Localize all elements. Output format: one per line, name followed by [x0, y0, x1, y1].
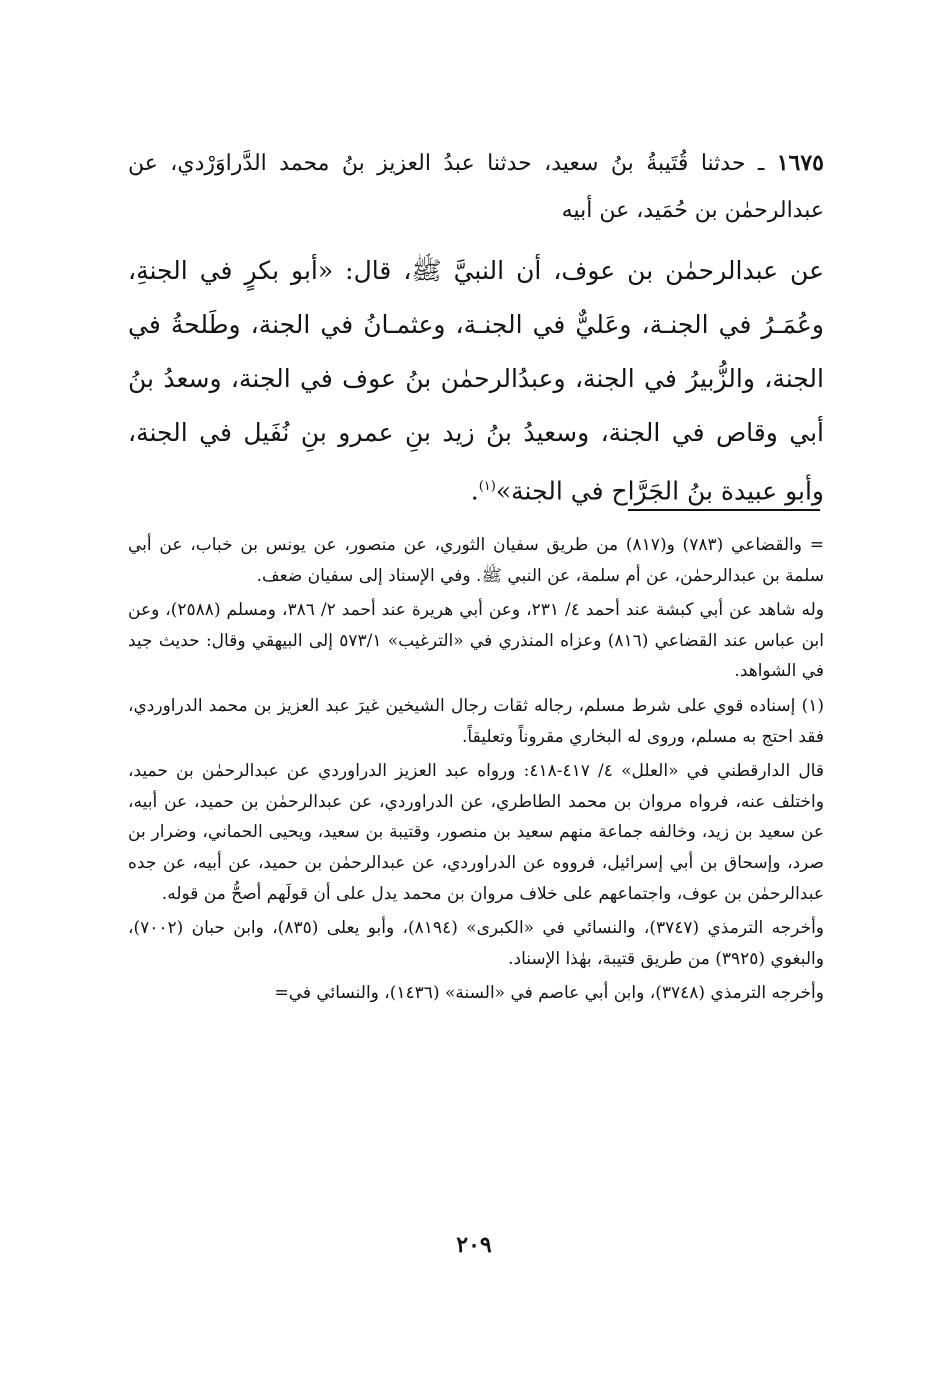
- continuation-mark: =: [809, 535, 824, 555]
- matn-end: .: [470, 476, 479, 506]
- hadith-matn: [128, 244, 824, 518]
- main-text: [128, 140, 824, 518]
- footnote-text: وأخرجه الترمذي (٣٧٤٨)، وابن أبي عاصم في «السنة» (١٤٣٦)، والنسائي في: [288, 983, 824, 1004]
- footnote-text: والقضاعي (٧٨٣) و(٨١٧) من طريق سفيان الثوري، عن منصور، عن يونس بن خباب، عن أبي سلمة بن عبدالرحمٰن، عن أم سلمة، عن النبي ﷺ. وفي الإسناد إلى سفيان ضعف.: [128, 535, 824, 586]
- footnote-paragraph: قال الدارقطني في «العلل» ٤/ ٤١٧-٤١٨: ورواه عبد العزيز الدراوردي عن عبدالرحمٰن بن حميد، واختلف عنه، فرواه مروان بن محمد الطاطري، عن الدراوردي، عن عبدالرحمٰن بن حميد، عن أبيه، عن سعيد بن زيد، وخالفه جماعة منهم سعيد بن منصور، وقتيبة بن سعيد، ويحيى الحماني، وضرار بن صرد، وإسحاق بن أبي إسرائيل، فرووه عن الدراوردي، عن عبدالرحمٰن بن حميد، عن أبيه، عن جده عبدالرحمٰن بن عوف، واجتماعهم على خلاف مروان بن محمد يدل على أن قولَهم أصحُّ من قوله.: [128, 761, 824, 904]
- footnote-1-mark: (١): [801, 695, 825, 716]
- footnote-1: [128, 691, 824, 752]
- footnote-paragraph: وأخرجه الترمذي (٣٧٤٧)، والنسائي في «الكبرى» (٨١٩٤)، وأبو يعلى (٨٣٥)، وابن حبان (٧٠٠٢)، والبغوي (٣٩٢٥) من طريق قتيبة، بهٰذا الإسناد.: [128, 918, 825, 969]
- footnote-paragraph: [128, 978, 824, 1009]
- matn-text: عن عبدالرحمٰن بن عوف، أن النبيَّ ﷺ، قال: «أبو بكرٍ في الجنةِ، وعُمَـرُ في الجنـة، وعَليٌّ في الجنـة، وعثمـانُ في الجنة، وطَلحةُ في الجنة، والزُّبيرُ في الجنة، وعبدُالرحمٰن بنُ عوف في الجنة، وسعدُ بنُ أبي وقاص في الجنة، وسعيدُ بنُ زيد بنِ عمرو بنِ نُفَيل في الجنة، وأبو عبيدة بنُ الجَرَّاح في الجنة»: [128, 256, 824, 506]
- footnote-text: إسناده قوي على شرط مسلم، رجاله ثقات رجال الشيخين غيرَ عبد العزيز بن محمد الدراوردي، فقد احتج به مسلم، وروى له البخاري مقروناً وتعليقاً.: [128, 695, 824, 747]
- footnote-ref: (١): [478, 479, 496, 494]
- footnotes: [128, 530, 824, 1013]
- footnote-separator: [628, 509, 820, 511]
- page-number: ٢٠٩: [456, 1232, 492, 1258]
- isnad-text: ـ حدثنا قُتَيبةُ بنُ سعيد، حدثنا عبدُ العزيز بنُ محمد الدَّراوَرْدي، عن عبدالرحمٰن بن حُمَيد، عن أبيه: [128, 151, 824, 223]
- footnote-paragraph: وله شاهد عن أبي كبشة عند أحمد ٤/ ٢٣١، وعن أبي هريرة عند أحمد ٢/ ٣٨٦، ومسلم (٢٥٨٨)، وعن ابن عباس عند القضاعي (٨١٦) وعزاه المنذري في «الترغيب» ٥٧٣/١ إلى البيهقي وقال: حديث جيد في الشواهد.: [128, 600, 824, 682]
- hadith-isnad: [128, 140, 824, 234]
- continues-mark: =: [274, 983, 289, 1004]
- footnote-continued: [128, 530, 824, 591]
- hadith-number: ١٦٧٥: [776, 150, 824, 176]
